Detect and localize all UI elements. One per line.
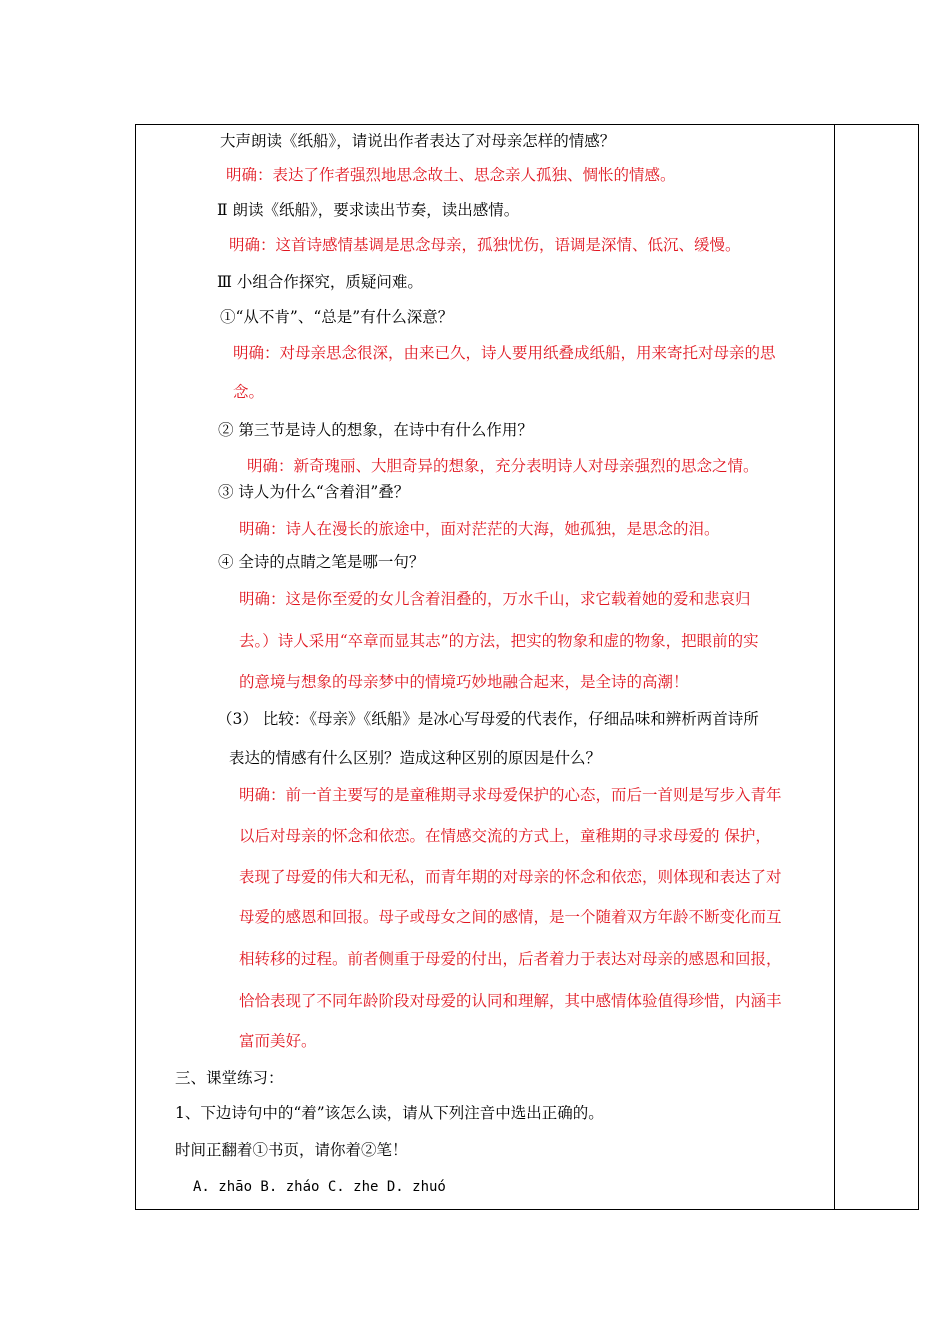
question-4: ④ 全诗的点睛之笔是哪一句？ <box>218 553 425 571</box>
step-three-group: Ⅲ 小组合作探究，质疑问难。 <box>217 273 423 291</box>
answer-4-line2: 去。）诗人采用“卒章而显其志”的方法，把实的物象和虚的物象，把眼前的实 <box>239 632 759 650</box>
step-two-reading: Ⅱ 朗读《纸船》，要求读出节奏，读出感情。 <box>217 201 520 219</box>
comparison-answer-line5: 相转移的过程。前者侧重于母爱的付出，后者着力于表达对母亲的感恩和回报， <box>239 950 782 968</box>
comparison-answer-line4: 母爱的感恩和回报。母子或母女之间的感情，是一个随着双方年龄不断变化而互 <box>239 908 782 926</box>
comparison-answer-line2: 以后对母亲的怀念和依恋。在情感交流的方式上，童稚期的寻求母爱的 保护， <box>239 827 771 845</box>
comparison-answer-line3: 表现了母爱的伟大和无私，而青年期的对母亲的怀念和依恋，则体现和表达了对 <box>239 868 782 886</box>
answer-2: 明确：新奇瑰丽、大胆奇异的想象，充分表明诗人对母亲强烈的思念之情。 <box>247 457 759 475</box>
question-2: ② 第三节是诗人的想象，在诗中有什么作用？ <box>218 421 533 439</box>
answer-3: 明确：诗人在漫长的旅途中，面对茫茫的大海，她孤独，是思念的泪。 <box>239 520 720 538</box>
answer-1-line1: 明确：对母亲思念很深，由来已久，诗人要用纸叠成纸船，用来寄托对母亲的思 <box>233 344 776 362</box>
exercise-1-options: A. zhāo B. zháo C. zhe D. zhuó <box>193 1179 446 1195</box>
answer-4-line1: 明确：这是你至爱的女儿含着泪叠的，万水千山，求它载着她的爱和悲哀归 <box>239 590 751 608</box>
comparison-answer-line1: 明确：前一首主要写的是童稚期寻求母爱保护的心态，而后一首则是写步入青年 <box>239 786 782 804</box>
comparison-answer-line7: 富而美好。 <box>239 1032 317 1050</box>
exercise-1-sentence: 时间正翻着①书页，请你着②笔！ <box>175 1141 408 1159</box>
section-class-exercise: 三、课堂练习： <box>175 1069 284 1087</box>
comparison-question-line2: 表达的情感有什么区别？造成这种区别的原因是什么？ <box>229 749 602 767</box>
question-1: ①“从不肯”、“总是”有什么深意？ <box>220 308 454 326</box>
question-emotion: 大声朗读《纸船》，请说出作者表达了对母亲怎样的情感？ <box>220 132 616 150</box>
comparison-question-line1: （3） 比较：《母亲》《纸船》是冰心写母爱的代表作，仔细品味和辨析两首诗所 <box>217 710 759 728</box>
exercise-1-question: 1、下边诗句中的“着”该怎么读，请从下列注音中选出正确的。 <box>175 1104 604 1122</box>
answer-tone: 明确：这首诗感情基调是思念母亲，孤独忧伤，语调是深情、低沉、缓慢。 <box>229 236 741 254</box>
answer-4-line3: 的意境与想象的母亲梦中的情境巧妙地融合起来，是全诗的高潮！ <box>239 673 689 691</box>
table-column-divider <box>834 124 835 1210</box>
question-3: ③ 诗人为什么“含着泪”叠？ <box>218 483 410 501</box>
answer-1-line2: 念。 <box>233 383 265 401</box>
comparison-answer-line6: 恰恰表现了不同年龄阶段对母爱的认同和理解，其中感情体验值得珍惜，内涵丰 <box>239 992 782 1010</box>
answer-emotion: 明确：表达了作者强烈地思念故土、思念亲人孤独、惆怅的情感。 <box>226 166 676 184</box>
